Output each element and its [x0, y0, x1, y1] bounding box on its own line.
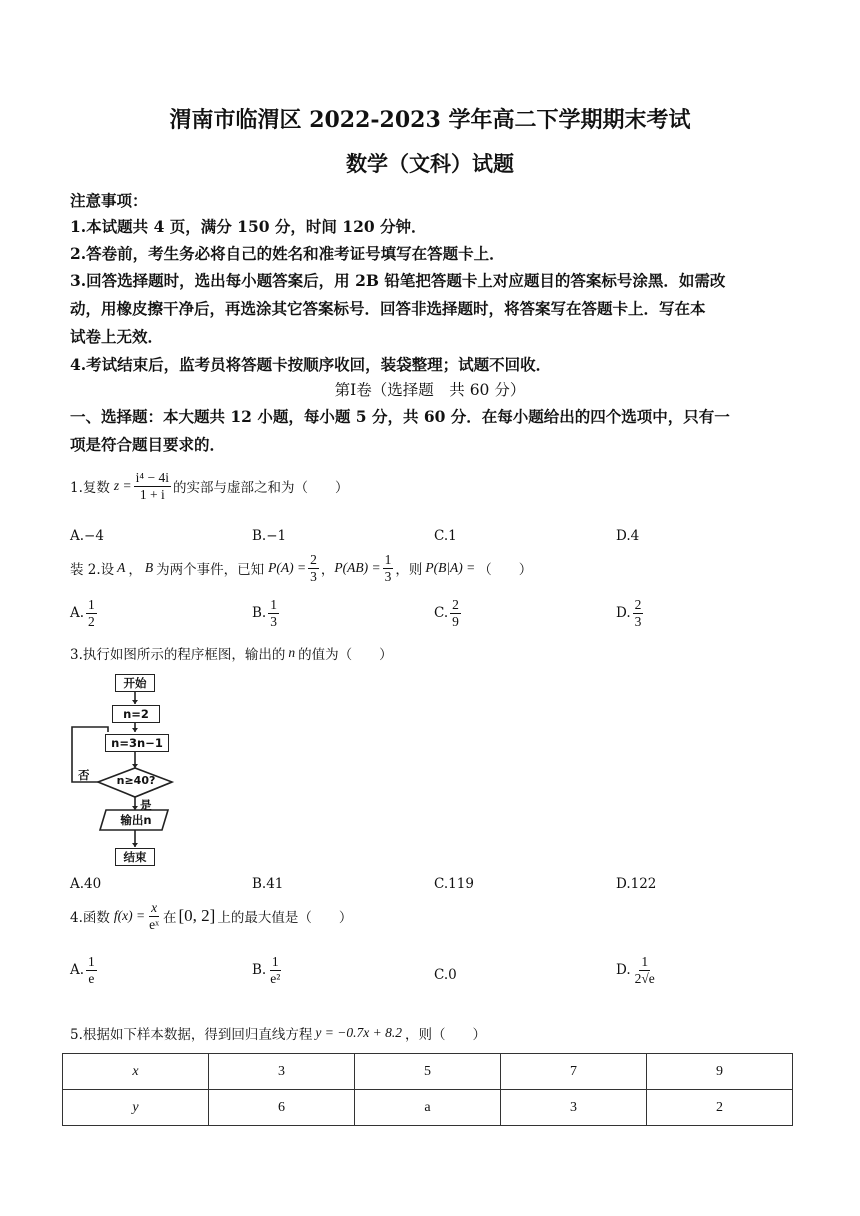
- q4-option-d-label: D.: [616, 962, 631, 979]
- q4-fraction: [147, 900, 161, 932]
- question-4: [70, 900, 352, 932]
- q2-option-c[interactable]: [434, 597, 463, 629]
- q2-prefix: 装 2.设: [70, 562, 115, 579]
- q4-option-d-den: 2√e: [634, 970, 655, 986]
- flow-init: n=2: [112, 705, 160, 723]
- q4-prefix: 4.函数: [70, 910, 110, 927]
- q4-option-b-den: e²: [270, 970, 281, 986]
- q2-suffix: （ ）: [478, 562, 533, 579]
- exam-title: 渭南市临渭区 2022-2023 学年高二下学期期末考试: [169, 107, 691, 133]
- q2-sep: ，: [128, 562, 142, 579]
- table-row: [63, 1090, 793, 1126]
- q2-option-a-num: 1: [88, 597, 95, 612]
- q5-suffix: ，则（ ）: [404, 1027, 486, 1043]
- q1-option-a[interactable]: A.−4: [70, 528, 104, 544]
- q4-option-d-num: 1: [641, 954, 649, 969]
- q2-option-b-num: 1: [270, 597, 277, 612]
- q1-suffix: 的实部与虚部之和为（ ）: [172, 480, 349, 497]
- q4-denominator: eˣ: [149, 916, 160, 932]
- table-cell: 3: [501, 1090, 647, 1126]
- q2-option-c-den: 9: [452, 613, 459, 629]
- flow-end: 结束: [115, 848, 155, 866]
- q2-pa-denominator: 3: [310, 568, 317, 584]
- q2-option-a-den: 2: [88, 613, 95, 629]
- section-title: 第Ⅰ卷（选择题 共 60 分）: [334, 381, 526, 399]
- q4-option-c[interactable]: [434, 967, 457, 983]
- q2-option-b[interactable]: [252, 597, 281, 629]
- question-5: [70, 1023, 486, 1043]
- q2-option-b-den: 3: [270, 613, 277, 629]
- q2-option-b-label: B.: [252, 605, 267, 622]
- table-cell: a: [355, 1090, 501, 1126]
- table-cell: 5: [355, 1054, 501, 1090]
- section-intro-line-2: 项是符合题目要求的．: [70, 435, 226, 454]
- exam-subtitle: 数学（文科）试题: [346, 151, 514, 176]
- q4-numerator: x: [151, 900, 158, 915]
- flow-start: 开始: [115, 674, 155, 692]
- notice-item-1: 1.本试题共 4 页，满分 150 分，时间 120 分钟．: [70, 217, 427, 236]
- q2-option-a[interactable]: [70, 597, 99, 629]
- question-2: [70, 552, 532, 584]
- q2-pab: P(AB) =: [334, 560, 381, 576]
- q2-option-c-label: C.: [434, 605, 449, 622]
- q3-option-b[interactable]: B.41: [252, 876, 284, 892]
- q2-option-c-num: 2: [452, 597, 459, 612]
- q3-option-a[interactable]: A.40: [70, 876, 102, 892]
- q3-suffix: 的值为（ ）: [298, 647, 393, 663]
- q1-fraction: [134, 470, 171, 502]
- q4-option-d[interactable]: [616, 954, 659, 986]
- q2-pab-fraction: [383, 552, 394, 584]
- q4-option-c-label: C.: [434, 967, 449, 983]
- q2-option-d-label: D.: [616, 605, 631, 622]
- table-cell: y: [63, 1090, 209, 1126]
- q1-denominator: 1 + i: [139, 486, 165, 502]
- q3-var: n: [288, 645, 296, 660]
- flow-yes-label: 是: [140, 798, 152, 812]
- q5-equation: y = −0.7x + 8.2: [315, 1025, 402, 1040]
- question-3: [70, 643, 393, 663]
- q3-option-d[interactable]: D.122: [616, 876, 657, 892]
- q4-interval: [0, 2]: [178, 906, 216, 926]
- q4-option-b-num: 1: [271, 954, 279, 969]
- table-cell: 6: [209, 1090, 355, 1126]
- q4-option-a-num: 1: [88, 954, 95, 969]
- q2-pba: P(B|A) =: [425, 560, 476, 576]
- notice-item-3-line-2: 动，用橡皮擦干净后，再选涂其它答案标号．回答非选择题时，将答案写在答题卡上．写在本: [70, 299, 706, 318]
- q4-f: f(x) =: [113, 908, 146, 924]
- q4-option-a[interactable]: [70, 954, 99, 986]
- notice-item-2: 2.答卷前，考生务必将自己的姓名和准考证号填写在答题卡上．: [70, 244, 505, 263]
- q2-pa-fraction: [308, 552, 319, 584]
- flowchart: [68, 670, 208, 870]
- q4-option-a-label: A.: [70, 962, 85, 979]
- question-1: [70, 470, 348, 502]
- q2-pa-numerator: 2: [310, 552, 317, 567]
- q2-event-a: A: [117, 560, 126, 576]
- q1-option-d[interactable]: D.4: [616, 528, 640, 544]
- notice-item-3-line-3: 试卷上无效．: [70, 327, 164, 346]
- notice-heading: 注意事项：: [70, 191, 148, 210]
- q2-option-d[interactable]: [616, 597, 645, 629]
- q5-data-table: [62, 1053, 793, 1126]
- q2-comma: ，: [320, 562, 335, 579]
- q4-mid: 在: [163, 910, 177, 927]
- q2-option-d-num: 2: [634, 597, 642, 612]
- section-intro-line-1: 一、选择题：本大题共 12 小题，每小题 5 分，共 60 分．在每小题给出的四个选项中，只有一: [70, 407, 730, 426]
- q2-pab-denominator: 3: [384, 568, 392, 584]
- q2-option-d-den: 3: [634, 613, 642, 629]
- q2-then: ，则: [395, 562, 423, 579]
- q2-pa: P(A) =: [268, 560, 307, 576]
- flow-update: n=3n−1: [105, 734, 169, 752]
- flow-output: 输出n: [120, 813, 152, 827]
- q2-mid: 为两个事件，已知: [156, 562, 265, 579]
- q4-option-a-den: e: [88, 970, 95, 986]
- flow-condition: n≥40?: [116, 774, 156, 787]
- table-cell: 7: [501, 1054, 647, 1090]
- q3-option-c[interactable]: C.119: [434, 876, 474, 892]
- flow-no-label: 否: [78, 768, 90, 782]
- table-cell: 2: [647, 1090, 793, 1126]
- q4-option-b-label: B.: [252, 962, 267, 979]
- table-cell: x: [63, 1054, 209, 1090]
- table-cell: 3: [209, 1054, 355, 1090]
- q5-prefix: 5.根据如下样本数据，得到回归直线方程: [70, 1027, 313, 1043]
- q2-event-b: B: [144, 560, 154, 576]
- q4-suffix: 上的最大值是（ ）: [217, 910, 353, 927]
- q3-prefix: 3.执行如图所示的程序框图，输出的: [70, 647, 286, 663]
- notice-item-3-line-1: 3.回答选择题时，选出每小题答案后，用 2B 铅笔把答题卡上对应题目的答案标号涂黑．如需改: [70, 271, 726, 290]
- q1-numerator: i⁴ − 4i: [135, 470, 169, 485]
- table-cell: 9: [647, 1054, 793, 1090]
- q1-option-b[interactable]: B.−1: [252, 528, 287, 544]
- q1-option-c[interactable]: C.1: [434, 528, 457, 544]
- q1-prefix: 1.复数: [70, 480, 110, 497]
- table-row: [63, 1054, 793, 1090]
- q1-lhs: z =: [113, 478, 132, 494]
- q2-pab-numerator: 1: [384, 552, 392, 567]
- q2-option-a-label: A.: [70, 605, 85, 622]
- notice-item-4: 4.考试结束后，监考员将答题卡按顺序收回，装袋整理；试题不回收．: [70, 355, 552, 374]
- q4-option-c-value: 0: [448, 967, 457, 983]
- q4-option-b[interactable]: [252, 954, 284, 986]
